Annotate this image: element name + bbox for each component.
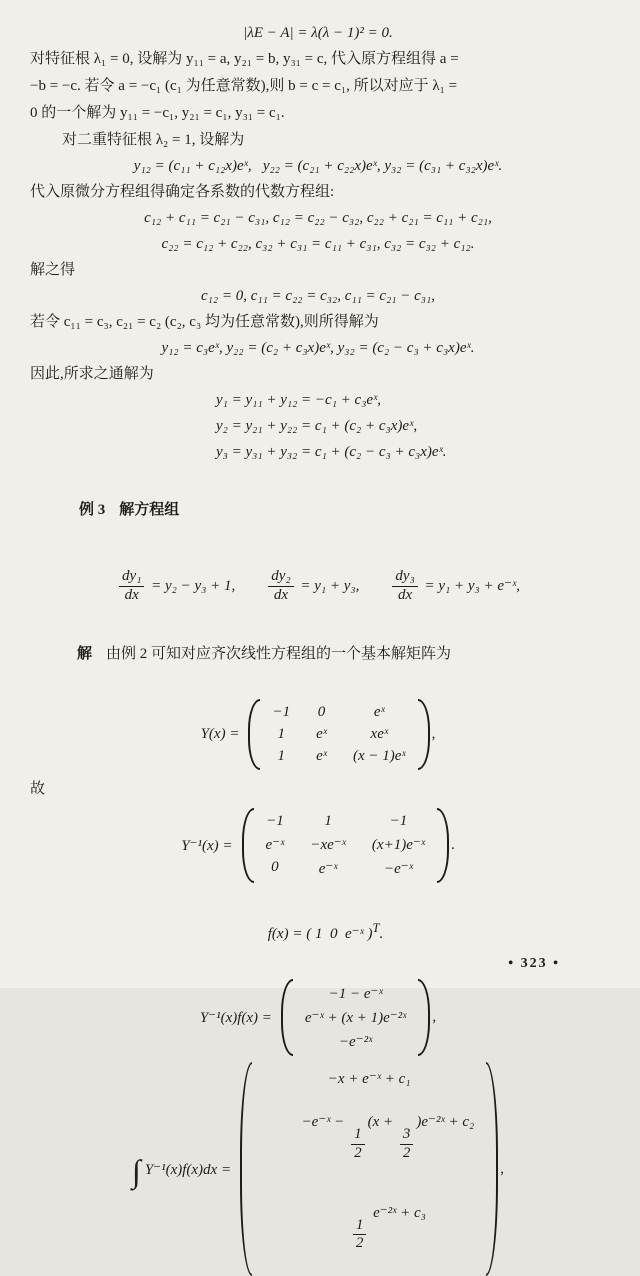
page-number: • 323 •: [508, 956, 560, 971]
fraction-numerator: 3: [400, 1127, 414, 1145]
matrix-integral: [240, 1062, 498, 1276]
matrix-cell: −e⁻²ˣ: [338, 1034, 373, 1050]
ode-equation-3: [389, 563, 520, 609]
matrix-trailing-punct: .: [451, 837, 455, 853]
algebraic-equations-line2: c₂₂ = c₁₂ + c₂₂, c₃₂ + c₃₁ = c₁₁ + c₃₁, c₃₂ = c₃₂ + c₁₂.: [161, 236, 475, 252]
matrix-trailing-punct: ,: [500, 1160, 504, 1177]
transpose-superscript: T: [372, 921, 380, 935]
matrix-cell-composed: [264, 1186, 474, 1270]
matrix-left-paren: [281, 979, 293, 1056]
matrix-label-Yinvf: Y⁻¹(x)f(x) =: [199, 1010, 272, 1026]
matrix-right-paren: [418, 699, 430, 770]
eigenvalue0-line2: −b = −c. 若令 a = −c₁ (c₁ 为任意常数),则 b = c = c₁, 所以对应于 λ₁ =: [30, 78, 458, 94]
ode-equation-1: [116, 563, 235, 609]
one-half-fraction: [353, 1218, 367, 1253]
fraction-denominator: dx: [398, 586, 413, 603]
matrix-Yinvf: [281, 979, 431, 1056]
eigenvalue0-paragraph: [30, 46, 606, 127]
fraction-denominator: dx: [124, 586, 139, 603]
integral-label: Y⁻¹(x)f(x)dx =: [144, 1161, 232, 1178]
trial-solution-equation: y₁₂ = (c₁₁ + c₁₂x)eˣ, y₂₂ = (c₂₁ + c₂₂x)eˣ, y₃₂ = (c₃₁ + c₃₂x)eˣ.: [133, 158, 503, 174]
general-solution-line1: y₁ = y₁₁ + y₁₂ = −c₁ + c₃eˣ,: [216, 392, 382, 408]
matrix-left-paren: [248, 699, 260, 770]
integral-row2-term1: −e⁻ˣ −: [301, 1114, 349, 1130]
matrix-cell-composed: [264, 1095, 474, 1179]
integral-equation: [30, 1062, 606, 1276]
matrix-cell: e⁻ˣ: [318, 861, 338, 877]
fraction-numerator: dy₂: [268, 569, 293, 587]
one-half-fraction: [351, 1127, 365, 1162]
solve-result-equation: c₁₂ = 0, c₁₁ = c₂₂ = c₃₂, c₁₁ = c₂₁ − c₃₁,: [201, 288, 435, 304]
general-solution-line3: y₃ = y₃₁ + y₃₂ = c₁ + (c₂ − c₃ + c₃x)eˣ.: [216, 444, 447, 460]
matrix-Y-body: [260, 699, 417, 770]
fraction-denominator: 2: [354, 1144, 362, 1161]
ode-system-row: [30, 563, 606, 609]
matrix-cell: eˣ: [373, 704, 385, 720]
matrix-right-paren: [437, 808, 449, 883]
ode-equation-2: [265, 563, 359, 609]
three-halves-fraction: [400, 1127, 414, 1162]
matrix-cell: e⁻ˣ + (x + 1)e⁻²ˣ: [304, 1010, 407, 1026]
matrix-cell: xeˣ: [370, 726, 389, 742]
characteristic-equation: |λE − A| = λ(λ − 1)² = 0.: [243, 25, 393, 41]
ode-rhs-1: = y₂ − y₃ + 1,: [147, 578, 236, 594]
general-solution-line2: y₂ = y₂₁ + y₂₂ = c₁ + (c₂ + c₃x)eˣ,: [216, 418, 418, 434]
fraction-denominator: dx: [273, 586, 289, 603]
fraction-numerator: dy₁: [119, 569, 144, 587]
matrix-cell: 1: [324, 813, 332, 829]
substitute-sentence: 代入原微分方程组得确定各系数的代数方程组:: [30, 184, 335, 200]
matrix-cell: −1: [272, 704, 291, 720]
fraction-denominator: 2: [402, 1144, 411, 1161]
matrix-left-paren: [242, 808, 254, 883]
solution-label: 解: [77, 646, 93, 662]
matrix-cell: e⁻ˣ: [265, 837, 285, 853]
integral-row3-term: e⁻²ˣ + c₃: [369, 1204, 426, 1221]
algebraic-equations-line1: c₁₂ + c₁₁ = c₂₁ − c₃₁, c₁₂ = c₂₂ − c₃₂, c₂₂ + c₂₁ = c₁₁ + c₂₁,: [144, 210, 492, 226]
matrix-right-paren: [486, 1062, 498, 1276]
matrix-left-paren: [240, 1062, 252, 1276]
matrix-Yinv: [242, 808, 450, 883]
matrix-Yinv-body: [254, 808, 438, 883]
matrix-cell: −x + e⁻ˣ + c₁: [327, 1071, 411, 1087]
ode-fraction-1: [119, 569, 144, 604]
fraction-numerator: 1: [351, 1127, 365, 1145]
general-solution-block: [30, 387, 606, 465]
matrix-right-paren: [418, 979, 430, 1056]
integral-row2-term3: )e⁻²ˣ + c₂: [416, 1114, 475, 1130]
matrix-Yinvf-body: [293, 979, 419, 1056]
integral-row2-term2: (x +: [367, 1114, 397, 1130]
ode-rhs-3: = y₁ + y₃ + e⁻ˣ,: [420, 578, 520, 594]
matrix-cell: −1: [389, 813, 408, 829]
matrix-label-Yinv: Y⁻¹(x) =: [181, 838, 233, 854]
matrix-cell: −xe⁻ˣ: [310, 837, 346, 853]
obtained-solution-equation: y₁₂ = c₃eˣ, y₂₂ = (c₂ + c₃x)eˣ, y₃₂ = (c₂ − c₃ + c₃x)eˣ.: [161, 340, 475, 356]
solve-label: 解之得: [30, 262, 76, 278]
let-constants-sentence: 若令 c₁₁ = c₃, c₂₁ = c₂ (c₂, c₃ 均为任意常数),则所得解为: [30, 314, 379, 330]
matrix-cell: −1 − e⁻ˣ: [328, 986, 383, 1002]
ode-fraction-3: [392, 569, 417, 604]
matrix-cell: eˣ: [316, 748, 327, 764]
eigenvalue0-line3: 0 的一个解为 y₁₁ = −c₁, y₂₁ = c₁, y₃₁ = c₁.: [30, 105, 285, 121]
matrix-cell: 1: [277, 726, 286, 742]
solution-intro-line: [30, 615, 606, 693]
matrix-cell: (x − 1)eˣ: [352, 748, 406, 764]
inverse-matrix-equation: [30, 808, 606, 883]
matrix-cell: 0: [317, 704, 326, 720]
matrix-trailing-punct: ,: [432, 1009, 437, 1025]
matrix-label-Y: Y(x) =: [200, 726, 240, 742]
matrix-cell: 0: [271, 859, 279, 875]
matrix-Y: [248, 699, 429, 770]
fraction-numerator: 1: [353, 1218, 367, 1236]
ode-rhs-2: = y₁ + y₃,: [296, 578, 360, 594]
matrix-trailing-punct: ,: [431, 726, 436, 742]
double-root-intro: 对二重特征根 λ₂ = 1, 设解为: [62, 132, 245, 148]
example3-heading: [30, 465, 606, 555]
matrix-cell: 1: [277, 748, 286, 764]
gu-connector: 故: [30, 781, 46, 797]
matrix-cell: −e⁻ˣ: [384, 861, 413, 877]
ode-fraction-2: [268, 569, 293, 604]
example3-title: 解方程组: [119, 502, 180, 518]
solution-intro: 由例 2 可知对应齐次线性方程组的一个基本解矩阵为: [106, 646, 452, 662]
f-vector-body: f(x) = ( 1 0 e⁻ˣ ): [267, 926, 373, 942]
matrix-cell: −1: [266, 813, 284, 829]
eigenvalue0-line1: 对特征根 λ₁ = 0, 设解为 y₁₁ = a, y₂₁ = b, y₃₁ = c, 代入原方程组得 a =: [30, 51, 459, 67]
example3-label: 例 3: [79, 502, 106, 518]
f-vector-punct: .: [379, 926, 384, 942]
fundamental-matrix-equation: [30, 699, 606, 770]
fraction-denominator: 2: [355, 1235, 364, 1252]
Yinv-f-product-equation: [30, 979, 606, 1056]
integral-sign: ∫: [132, 1153, 141, 1189]
therefore-sentence: 因此,所求之通解为: [30, 366, 154, 382]
matrix-integral-body: [252, 1062, 486, 1276]
matrix-cell: (x+1)e⁻ˣ: [371, 837, 426, 853]
matrix-cell: eˣ: [316, 726, 327, 742]
fraction-numerator: dy₃: [392, 569, 417, 587]
